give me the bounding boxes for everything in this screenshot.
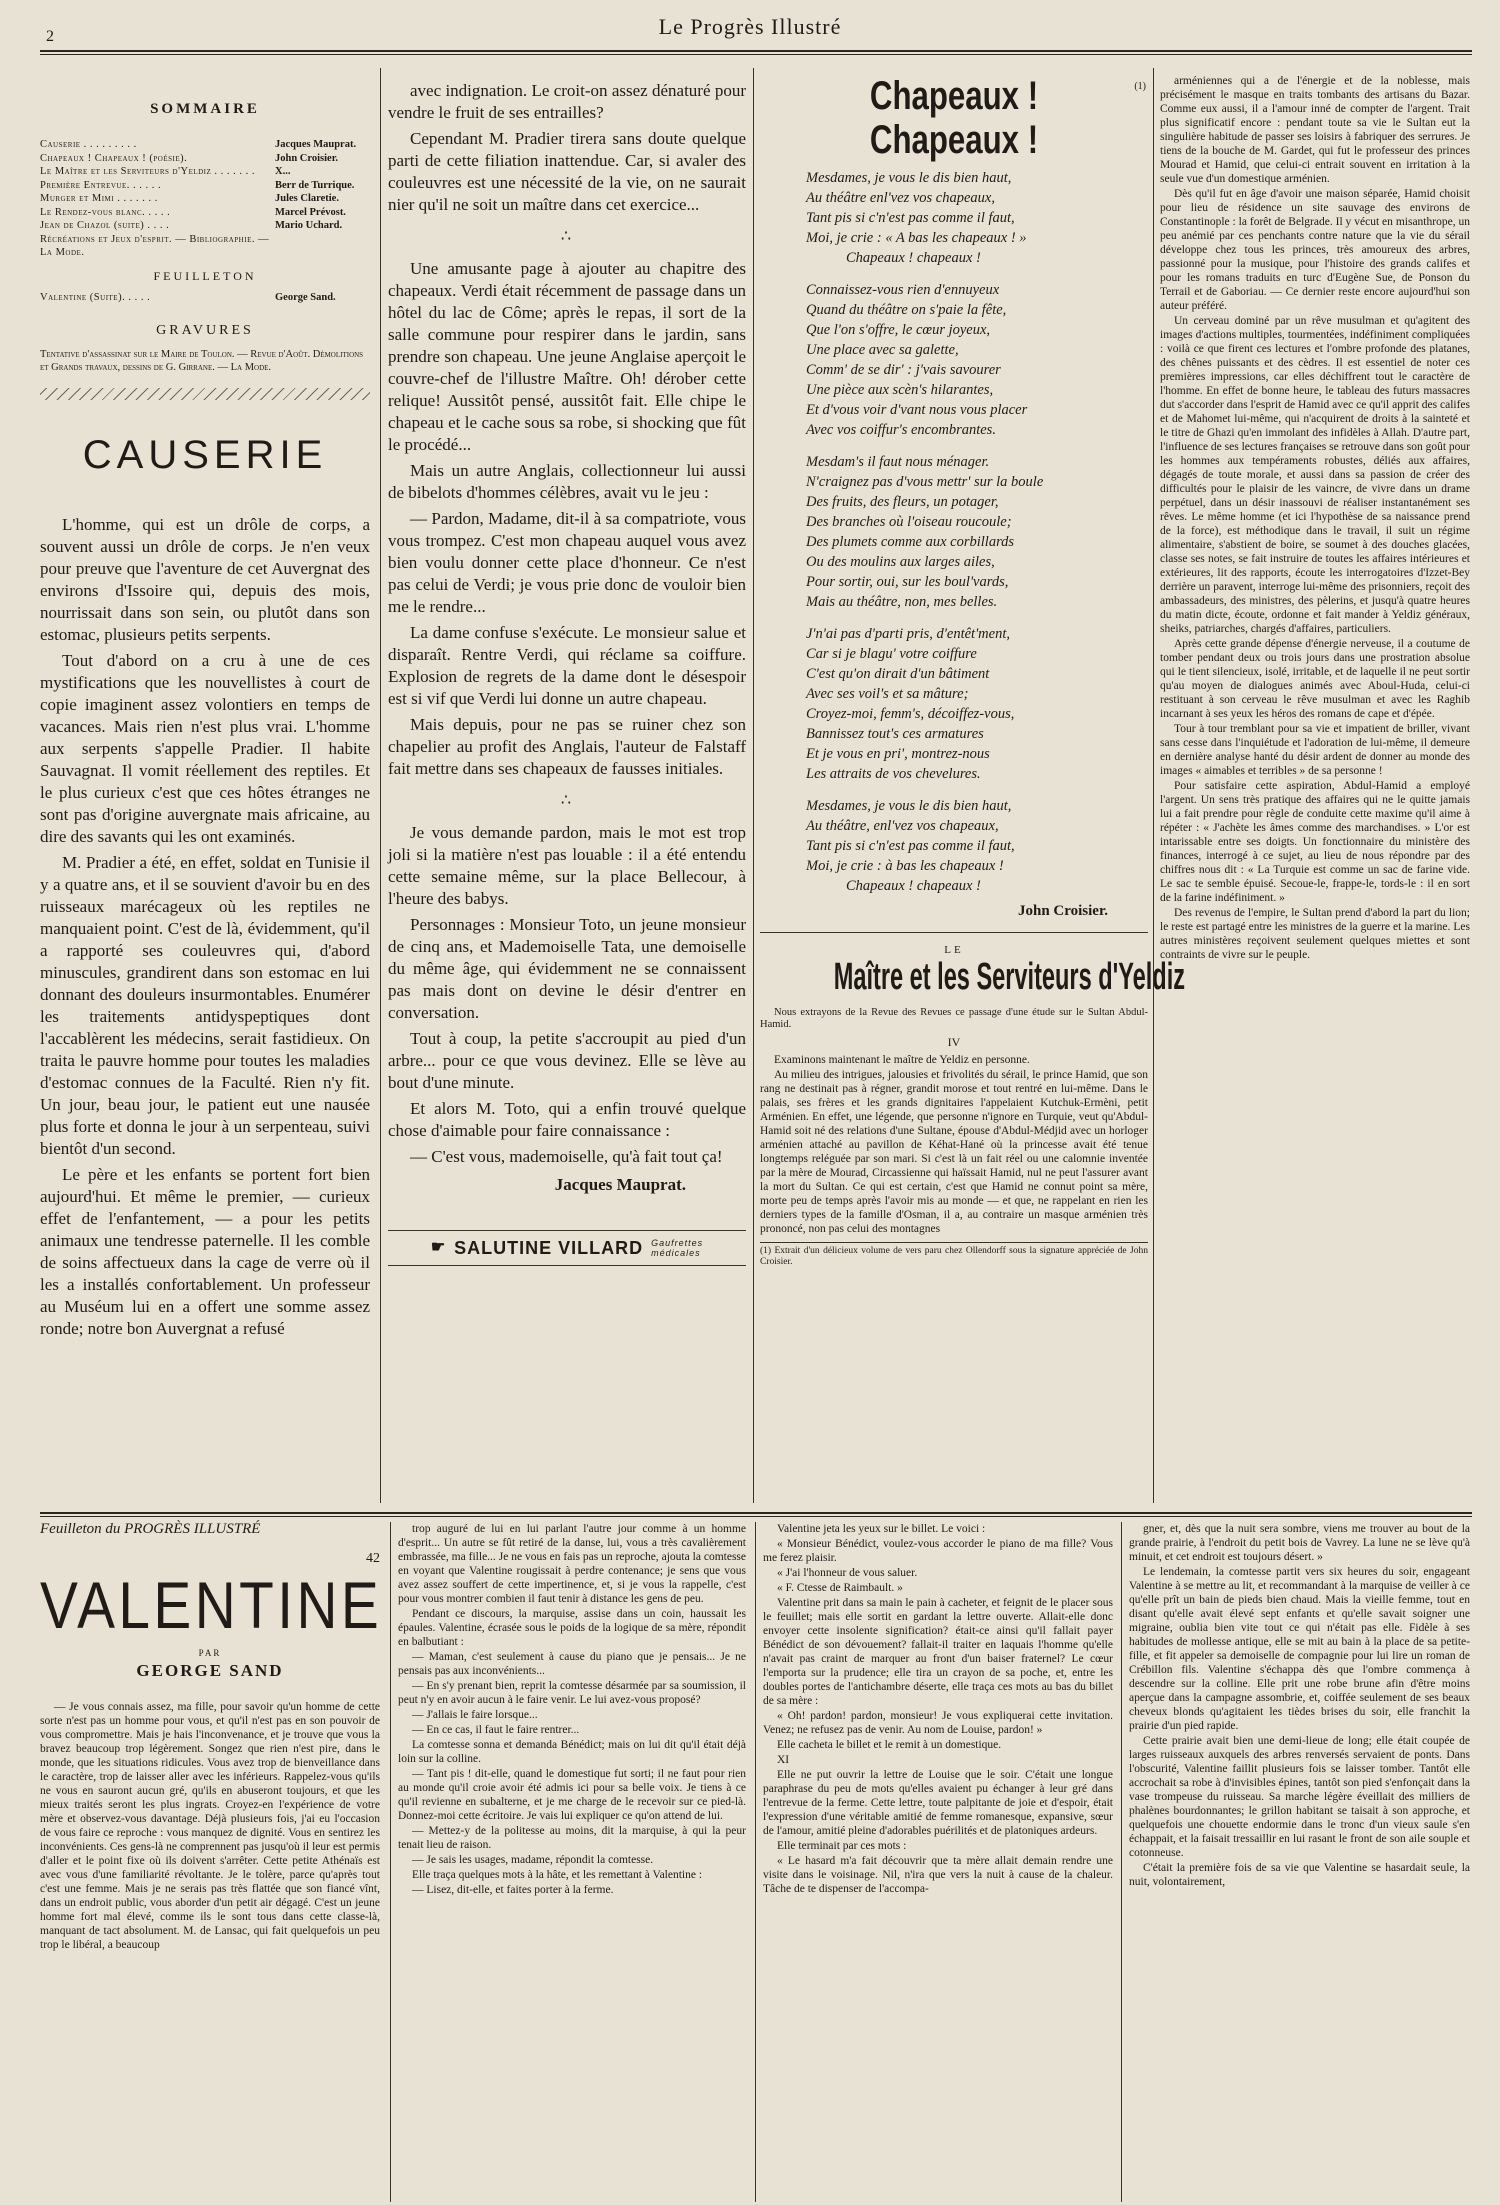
- feuilleton-header: Feuilleton du PROGRÈS ILLUSTRÉ: [40, 1521, 261, 1537]
- paragraph: avec indignation. Le croit-on assez dénaturé pour vendre le fruit de ses entrailles?: [388, 81, 746, 122]
- paragraph: Elle ne put ouvrir la lettre de Louise que le soir. C'était une longue paraphrase du peu de mots qu'elles avaient pu échanger à leur gré dans l'entrevue de la ferme. Cette lettre, toute palpitante de joie et d'espoir, était l'expression d'une véritable amitié de femme romanesque, expansive, sœur de l'amour, amitié pleine d'adorables puérilités et de platoniques ardeurs.: [763, 1769, 1113, 1837]
- column-1: [40, 68, 370, 1508]
- paragraph: « Monsieur Bénédict, voulez-vous accorder le piano de ma fille? Vous me ferez plaisir.: [763, 1538, 1113, 1564]
- sommaire-item-title: Première Entrevue. . . . . .: [40, 179, 162, 191]
- ad-salutine: [388, 1230, 746, 1266]
- sommaire-item-author: Marcel Prévost.: [275, 206, 346, 218]
- paragraph: — J'allais le faire lorsque...: [412, 1709, 538, 1721]
- sommaire-item: [40, 138, 370, 152]
- paragraph: — C'est vous, mademoiselle, qu'à fait tout ça!: [410, 1147, 723, 1166]
- paragraph: Je vous demande pardon, mais le mot est trop joli si la matière n'est pas louable : il a été entendu cette semaine même, sur la place Bellecour, à l'heure des babys.: [388, 823, 746, 908]
- paragraph: trop auguré de lui en lui parlant l'autre jour comme à un homme d'esprit... Un autre se fût retiré de la danse, lui, vous a très cavalièrement embrassée, ma fille... Je ne vous en fais pas un reproche, ajouta la comtesse en voyant que Valentine rougissait à perdre contenance; je sens que vous avez assez souffert de cette impertinence, et, si je vous la rappelle, c'est pour vous montrer combien il faut tenir à distance les gens de peu.: [398, 1523, 746, 1605]
- paragraph: C'était la première fois de sa vie que Valentine se hasardait seule, la nuit, volontairement,: [1129, 1862, 1470, 1888]
- poem-line: Tant pis si c'n'est pas comme il faut,: [806, 210, 1015, 226]
- paragraph: La comtesse sonna et demanda Bénédict; mais on lui dit qu'il était déjà loin sur la colline.: [398, 1739, 746, 1765]
- sommaire-item-title: Récréations et Jeux d'esprit. — Bibliographie. —: [40, 233, 270, 245]
- poem-line: Chapeaux ! chapeaux !: [846, 250, 981, 266]
- paragraph: arméniennes qui a de l'énergie et de la noblesse, mais précisément le masque en traits tombants des artisans du Bazar. Comme eux aussi, il a l'amour inné de compter de l'argent. Trait plus significatif encore : pendant toute sa vie le Sultan eut la singulière habitude de passer ses loisirs à fabriquer des serrures. Je tiens de la bouche de M. Gardet, qui fut le professeur des princes Mourad et Hamid, que celui-ci entrait souvent en irritation à la seule vue d'un domestique arménien.: [1160, 75, 1470, 185]
- sommaire-item-title: Le Maître et les Serviteurs d'Yeldiz . . . . . . .: [40, 166, 256, 177]
- sommaire-item-author: X...: [275, 166, 291, 177]
- footnote: (1) Extrait d'un délicieux volume de vers paru chez Ollendorff sous la signature appréciée de John Croisier.: [760, 1242, 1148, 1268]
- paragraph: Cette prairie avait bien une demi-lieue de long; elle était coupée de larges ruisseaux auxquels des arbres renversés servaient de ponts. Dans l'obscurité, Valentine faillit plusieurs fois se laisser tomber. Tantôt elle accrochait sa robe à d'invisibles épines, tantôt son pied s'enfonçait dans la vase trompeuse du ruisseau. Sa marche légère éveillait des milliers de phalènes bourdonnantes; le grillon habitant se taisait à son approche, et quelquefois une chouette endormie dans le tronc d'un vieux saule s'en échappait, et la faisait tressaillir en lui rasant le front de son aile souple et cotonneuse.: [1129, 1735, 1470, 1859]
- feuilleton-item-author: George Sand.: [275, 291, 336, 303]
- sommaire-item-title: Le Rendez-vous blanc. . . . .: [40, 206, 171, 218]
- column-divider: [390, 1522, 391, 2202]
- paragraph: Le père et les enfants se portent fort bien aujourd'hui. Et même le premier, — curieux effet de l'enfantement, — a pour les petits animaux une tendresse paternelle. Il les comble de soins affectueux dans la cage de verre où il les a installés confortablement. Un professeur au Muséum lui en a offert une somme assez ronde; notre bon Auvergnat a refusé: [40, 1165, 370, 1338]
- sommaire-item: [40, 246, 370, 260]
- poem-signature: John Croisier.: [1017, 903, 1108, 919]
- yeldiz-le: LE: [944, 944, 964, 956]
- sommaire-item-author: John Croisier.: [275, 152, 339, 164]
- paragraph: Un cerveau dominé par un rêve musulman et qu'agitent des images d'actions multiples, tourmentées, indéfiniment compliquées : voilà ce que firent ces lectures et l'ombre profonde des platanes, des chênes puissants et des cèdres. Il est essentiel de noter ces premières impressions, car elles déchiffrent tout le caractère de l'homme. En effet de bonne heure, le tableau des futurs massacres dut s'accorder dans l'esprit de Hamid avec ce qu'il apprit des califes et de Mahomet lui-même, qui n'acquirent de droits à la sainteté et le titre de Ghazi qu'en immolant des infidèles à Allah. D'autre part, l'influence de ses lectures françaises se retrouve dans son goût pour les hommes aux tempéraments robustes, déliés aux affaires, dégagés de toute morale, et aussi dans sa passion de créer des difficultés pour le plaisir de les vaincre, de vivre dans un drame perpétuel, dans un désir inassouvi de réaliser instantanément ses rêves. Le même homme (et ici l'hypothèse de sa naissance prend de la force), est méthodique dans le travail, il suit un régime alimentaire, s'abstient de boire, se soumet à des douches glacées, classe ses notes, se fait instruire de toutes les affaires intérieures et extérieures, lit des rapports, écoute les interrogatoires d'Izzet-Bey derrière un paravent, interroge lui-même des prisonniers, reçoit des ambassadeurs, des ministres, des pèlerins, et jusqu'à quatre heures du matin dicte, écoute, ordonne et fait mander à Yeldiz généraux, sheiks, patriarches, chargés d'affaires, particuliers.: [1160, 315, 1470, 635]
- paragraph: — En ce cas, il faut le faire rentrer...: [412, 1724, 580, 1736]
- poem-line: Bannissez tout's ces armatures: [806, 726, 984, 742]
- poem-line: Ou des moulins aux larges ailes,: [806, 554, 995, 570]
- paragraph: — Maman, c'est seulement à cause du piano que je pensais... Je ne pensais pas aux inconvénients...: [398, 1651, 746, 1677]
- paragraph: — En s'y prenant bien, reprit la comtesse désarmée par sa soumission, il peut n'y en avoir aucun à le faire venir. Le lui avez-vous proposé?: [398, 1680, 746, 1706]
- poem-stanza: [806, 280, 1148, 440]
- feuilleton-col-3: [763, 1522, 1113, 2202]
- sommaire-item-title: Murger et Mimi . . . . . . .: [40, 193, 158, 204]
- paragraph: « Oh! pardon! pardon, monsieur! Je vous expliquerai cette invitation. Venez; ne refusez pas de venir. Au nom de Louise, pardon! »: [763, 1710, 1113, 1736]
- yeldiz-chapter: IV: [947, 1035, 961, 1049]
- poem-stanza: [806, 624, 1148, 784]
- gravures-text: Tentative d'assassinat sur le Maire de Toulon. — Revue d'Août. Démolitions et Grands travaux, dessins de G. Girrane. — La Mode.: [40, 349, 364, 373]
- column-4: [1160, 74, 1470, 1506]
- feuilleton-text-1: [40, 1700, 380, 1952]
- poem-line: Avec vos coiffur's encombrantes.: [806, 422, 996, 438]
- column-2: [388, 80, 746, 1505]
- paragraph: Cependant M. Pradier tirera sans doute quelque parti de cette filiation inattendue. Car, si avaler des couleuvres est une nécessité de la vie, on ne saurait nier qu'il ne soit un maître dans cet exercice...: [388, 129, 746, 214]
- poem-title: Chapeaux ! Chapeaux !: [869, 74, 1039, 162]
- paragraph: Examinons maintenant le maître de Yeldiz en personne.: [774, 1054, 1030, 1066]
- paragraph: Le lendemain, la comtesse partit vers six heures du soir, engageant Valentine à se mettre au lit, et recommandant à la marquise de veiller à ce qu'elle prît un bain de pieds bien chaud. Mais la vieille femme, tout en disant qu'elle avait élevé sept enfants et qu'elle savait soigner une migraine, oublia bien vite tout ce qui n'était pas elle. Fidèle à ses habitudes de mollesse antique, elle se mit au bain à la place de sa petite-fille, et fit appeler sa demoiselle de compagnie pour lui lire un roman de Crébillon fils. Valentine s'échappa dès que l'ombre commença à descendre sur la colline. Elle prit une robe brune afin d'être moins aperçue dans la campagne assombrie, et, coiffée seulement de ses beaux cheveux blonds qu'agitaient les tièdes brises du soir, elle franchit la prairie d'un pied rapide.: [1129, 1566, 1470, 1732]
- page-number: 2: [46, 28, 54, 45]
- paragraph: — Je vous connais assez, ma fille, pour savoir qu'un homme de cette sorte n'est pas un homme pour vous, et qu'il n'est pas en son pouvoir de vous compromettre. Mais je hais l'inconvenance, et je trouve que vous la bravez beaucoup trop légèrement. Songez que rien n'est pire, dans le monde, que les situations ridicules. Vous avez trop de bienveillance dans le caractère, trop de laisser aller avec les inférieurs. Rappelez-vous qu'ils ne vous en sauront aucun gré, qu'ils en abuseront toujours, et que les mieux traités seront les plus ingrats. Croyez-en l'expérience de votre mère et observez-vous davantage. Déjà plusieurs fois, j'ai eu l'occasion de vous faire ce reproche : vous manquez de dignité. Vous en sentirez les inconvénients. Ces gens-là ne comprennent pas jusqu'où il leur est permis d'aller et le point fixe où ils doivent s'arrêter. Cette petite Athénaïs est avec vous d'une familiarité révoltante. Je le tolère, parce qu'après tout c'est une femme. Mais je ne serais pas très flattée que son fiancé vînt, dans un endroit public, vous aborder d'un petit air dégagé. C'est un jeune homme fort mal élevé, comme ils le sont tous dans cette classe-là, manquant de tact absolument. M. de Lansac, qui fait quelquefois un peu trop le libéral, a beaucoup: [40, 1701, 380, 1951]
- ad-brand: SALUTINE VILLARD: [454, 1238, 644, 1258]
- paragraph: Et alors M. Toto, qui a enfin trouvé quelque chose d'aimable pour faire connaissance :: [388, 1099, 746, 1140]
- poem-line: Croyez-moi, femm's, décoiffez-vous,: [806, 706, 1015, 722]
- yeldiz-title: Maître et les Serviteurs d'Yeldiz: [833, 956, 1186, 998]
- poem-line: Chapeaux ! chapeaux !: [846, 878, 981, 894]
- feuilleton-text-4: [1129, 1522, 1470, 1889]
- sommaire-title: SOMMAIRE: [150, 101, 260, 117]
- poem-line: J'n'ai pas d'parti pris, d'entêt'ment,: [806, 626, 1010, 642]
- paragraph: M. Pradier a été, en effet, soldat en Tunisie il y a quatre ans, et il se souvient d'avoir bu en des ruisseaux marécageux où les reptiles ne manquaient point. C'est de là, évidemment, qu'il a rapporté ses couleuvres qui, d'abord minuscules, grandirent dans son estomac en lui donnant des douleurs insurmontables. Enumérer les traitements antidyspeptiques dont l'accablèrent les médecins, serait fastidieux. On traita le pauvre homme pour toutes les maladies d'estomac connues de la Faculté. Rien n'y fit. Un jour, beau jour, le patient eut une nausée plus forte et donna le jour à un serpenteau, suivi bientôt d'un second.: [40, 853, 370, 1158]
- poem-line: Une pièce aux scèn's hilarantes,: [806, 382, 994, 398]
- separator-stars: ∴: [560, 228, 574, 245]
- paragraph: — Lisez, dit-elle, et faites porter à la ferme.: [412, 1884, 614, 1896]
- paragraph: Pendant ce discours, la marquise, assise dans un coin, haussait les épaules. Valentine, écrasée sous le poids de la logique de sa mère, répondit en balbutiant :: [398, 1608, 746, 1648]
- paragraph: Une amusante page à ajouter au chapitre des chapeaux. Verdi était récemment de passage dans un hôtel du lac de Côme; après le repas, il sort de la salle commune pour respirer dans le jardin, sans prendre son chapeau. Une jeune Anglaise aperçoit le couvre-chef de l'illustre Maître. Oh! dérober cette relique! Aussitôt pensé, aussitôt fait. Elle chipe le chapeau et le cache sous sa robe, si shocking que fût le procédé...: [388, 259, 746, 454]
- paragraph: Personnages : Monsieur Toto, un jeune monsieur de cinq ans, et Mademoiselle Tata, une demoiselle du même âge, qui évidemment ne se connaissent pas mais dont on devine le désir d'entrer en conversation.: [388, 915, 746, 1022]
- sommaire-item: [40, 219, 370, 233]
- paragraph: Pour satisfaire cette aspiration, Abdul-Hamid a employé l'argent. Un sens très pratique des affaires qui ne le quitte jamais lui a fait prendre pour règle de conduite cette maxime qu'il aime à répéter : « J'achète les âmes comme des marchandises. » L'or est intarissable entre ses doigts. Un fonctionnaire du ministère des finances, interrogé à ce sujet, au lieu de nous répondre par des chiffres nous dit : « La Turquie est comme un sac de farine vide. Le sac te semble épuisé. Secoue-le, frappe-le, tords-le : il en sort de la farine indéfiniment. »: [1160, 780, 1470, 904]
- paragraph: La dame confuse s'exécute. Le monsieur salue et disparaît. Rentre Verdi, qui réclame sa coiffure. Explosion de regrets de la dame dont le désespoir est si vif que Verdi lui donne un autre chapeau.: [388, 623, 746, 708]
- paragraph: Tout à coup, la petite s'accroupit au pied d'un arbre... pour ce que vous devinez. Elle se lève au bout d'une minute.: [388, 1029, 746, 1092]
- yeldiz-text-col4: [1160, 74, 1470, 962]
- poem-line: Moi, je crie : « A bas les chapeaux ! »: [806, 230, 1027, 246]
- paragraph: Après cette grande dépense d'énergie nerveuse, il a coutume de tomber pendant deux ou trois jours dans une prostration absolue qui le tient silencieux, isolé, irritable, et de laquelle il ne peut sortir qu'au moyen de dialogues animés avec Aboul-Huda, celui-ci restituant à son cerveau le rêve musulman et avec les Raghib incarnant à ses yeux les héros des romans de cape et d'épée.: [1160, 638, 1470, 720]
- feuilleton-col-4: [1129, 1522, 1470, 2202]
- poem-line: Au théâtre enl'vez vos chapeaux,: [806, 190, 995, 206]
- sommaire-list: [40, 138, 370, 260]
- poem-line: Tant pis si c'n'est pas comme il faut,: [806, 838, 1015, 854]
- causerie-text-col2c: [388, 822, 746, 1168]
- causerie-signature: Jacques Mauprat.: [554, 1175, 686, 1194]
- sommaire-item: [40, 152, 370, 166]
- poem-line: Avec ses voil's et sa mâture;: [806, 686, 969, 702]
- poem-line: Les attraits de vos chevelures.: [806, 766, 981, 782]
- poem-stanza: [806, 796, 1148, 896]
- separator-stars: ∴: [560, 792, 574, 809]
- paragraph: — Je sais les usages, madame, répondit la comtesse.: [412, 1854, 654, 1866]
- paragraph: Elle terminait par ces mots :: [777, 1840, 907, 1852]
- poem-stanza: [806, 452, 1148, 612]
- paragraph: — Tant pis ! dit-elle, quand le domestique fut sorti; il ne faut pour rien au monde qu'il croie avoir été admis ici pour sa belle voix. Je tiens à ce qu'il revienne en subalterne, et je me charge de le recevoir sur ce pied-là. Donnez-moi cette écritoire. Je vais lui expliquer ce qu'on attend de lui.: [398, 1768, 746, 1822]
- sommaire-item-title: Causerie . . . . . . . . .: [40, 139, 137, 150]
- feuilleton-author: GEORGE SAND: [136, 1661, 284, 1680]
- sommaire-item: [40, 233, 370, 247]
- causerie-text-col2a: [388, 80, 746, 216]
- paragraph: L'homme, qui est un drôle de corps, a souvent aussi un drôle de corps. Je n'en veux pour preuve que l'aventure de cet Auvergnat des environs d'Issoire qui, depuis des mois, nourrissait dans son sein, ou plutôt dans son estomac, plusieurs petits serpents.: [40, 515, 370, 644]
- top-rule-thin: [40, 54, 1472, 55]
- paragraph: Mais un autre Anglais, collectionneur lui aussi de bibelots d'hommes célèbres, avait vu le jeu :: [388, 461, 746, 502]
- paragraph: « F. Ctesse de Raimbault. »: [777, 1582, 903, 1594]
- causerie-text-col1: [40, 514, 370, 1340]
- poem-line: C'est qu'on dirait d'un bâtiment: [806, 666, 990, 682]
- column-divider: [755, 1522, 756, 2202]
- ad-icon: ☛: [430, 1239, 447, 1256]
- sommaire-item-author: Jules Claretie.: [275, 193, 339, 204]
- feuilleton-item: [40, 291, 370, 305]
- poem-note-mark: (1): [1134, 81, 1146, 92]
- poem-line: Et je vous en pri', montrez-nous: [806, 746, 990, 762]
- sommaire-item-author: Mario Uchard.: [275, 220, 343, 231]
- poem-line: Quand du théâtre on s'paie la fête,: [806, 302, 1007, 318]
- paragraph: Valentine prit dans sa main le pain à cacheter, et feignit de le placer sous le feuillet; mais elle sortit en gardant la lettre ouverte. Allait-elle donc envoyer cette insolente signification? était-ce ainsi qu'il fallait payer Bénédict de son dévouement? fallait-il traiter en laquais l'homme qu'elle n'avait pas craint de marquer au front d'un baiser fraternel? Le cœur l'emporta sur la prudence; elle tira un crayon de sa poche, et, entre les doubles portes de l'antichambre déserte, elle traça ces mots au bas du billet de sa mère :: [763, 1597, 1113, 1707]
- paragraph: Tour à tour tremblant pour sa vie et impatient de briller, vivant sans cesse dans l'inquiétude et l'adoration de lui-même, il demeure en dernière analyse hanté du désir ardent de donner au monde des images « aimables et terribles » de sa personne !: [1160, 723, 1470, 777]
- sommaire-item: [40, 192, 370, 206]
- feuilleton-col-2: [398, 1522, 746, 2202]
- paragraph: — Pardon, Madame, dit-il à sa compatriote, vous vous trompez. C'est mon chapeau auquel vous avez bien voulu donner cette place d'honneur. Ce n'est pas celui de Verdi; je vous prie donc de vouloir bien me le rendre...: [388, 509, 746, 616]
- poem-line: Et d'vous voir d'vant nous vous placer: [806, 402, 1028, 418]
- feuilleton-label: FEUILLETON: [153, 268, 257, 283]
- paragraph: Elle traça quelques mots à la hâte, et les remettant à Valentine :: [412, 1869, 703, 1881]
- paragraph: « Le hasard m'a fait découvrir que ta mère allait demain rendre une visite dans le voisinage. Nil, n'ira que vers la nuit à cause de la chaleur. Tâche de te dispenser de l'accompa-: [763, 1855, 1113, 1895]
- sommaire-item: [40, 165, 370, 179]
- sommaire-item: [40, 179, 370, 193]
- paragraph: XI: [777, 1754, 790, 1766]
- poem-body: [760, 168, 1148, 896]
- poem-line: Comm' de se dir' : j'vais savourer: [806, 362, 1001, 378]
- poem-line: Pour sortir, oui, sur les boul'vards,: [806, 574, 1009, 590]
- yeldiz-text-col3: [760, 1053, 1148, 1236]
- paragraph: Mais depuis, pour ne pas se ruiner chez son chapelier au profit des Anglais, l'auteur de Falstaff fait mettre dans ses chapeaux de fausses initiales.: [388, 715, 746, 778]
- column-divider: [1153, 68, 1154, 1503]
- poem-line: Des plumets comme aux corbillards: [806, 534, 1015, 550]
- causerie-text-col2b: [388, 258, 746, 780]
- paragraph: Elle cacheta le billet et le remit à un domestique.: [777, 1739, 1002, 1751]
- feuilleton-rule-thin: [40, 1516, 1472, 1517]
- poem-line: Connaissez-vous rien d'ennuyeux: [806, 282, 1000, 298]
- sommaire-item: [40, 206, 370, 220]
- paragraph: Valentine jeta les yeux sur le billet. Le voici :: [777, 1523, 986, 1535]
- poem-line: Mesdam's il faut nous ménager.: [806, 454, 990, 470]
- feuilleton-text-3: [763, 1522, 1113, 1896]
- masthead: Le Progrès Illustré: [658, 14, 842, 39]
- feuilleton-col-1: [40, 1521, 383, 2202]
- poem-line: Que l'on s'offre, le cœur joyeux,: [806, 322, 991, 338]
- feuilleton-par: PAR: [198, 1648, 222, 1658]
- poem-line: Des branches où l'oiseau roucoule;: [806, 514, 1012, 530]
- poem-line: Moi, je crie : à bas les chapeaux !: [806, 858, 1004, 874]
- feuilleton-title: VALENTINE: [40, 1568, 383, 1642]
- feuilleton-rule: [40, 1512, 1472, 1514]
- sommaire-item-author: Jacques Mauprat.: [275, 139, 357, 150]
- column-divider: [380, 68, 381, 1503]
- sommaire-item-title: Jean de Chazol (suite) . . . .: [40, 220, 170, 231]
- poem-stanza: [806, 168, 1148, 268]
- feuilleton-item-title: Valentine (Suite). . . . .: [40, 291, 151, 303]
- column-3: [760, 74, 1186, 1506]
- divider: [760, 932, 1148, 933]
- paragraph: gner, et, dès que la nuit sera sombre, viens me trouver au bout de la grande prairie, à l'endroit du petit bois de Vavrey. La lune ne se lève qu'à minuit, et cet endroit est toujours désert. »: [1129, 1523, 1470, 1563]
- poem-line: Mesdames, je vous le dis bien haut,: [806, 798, 1012, 814]
- paragraph: — Mettez-y de la politesse au moins, dit la marquise, à qui la peur tenait lieu de raison.: [398, 1825, 746, 1851]
- sommaire-item-title: La Mode.: [40, 247, 85, 258]
- ad-sub: Gaufrettes médicales: [651, 1238, 704, 1258]
- yeldiz-intro: Nous extrayons de la Revue des Revues ce passage d'une étude sur le Sultan Abdul-Hamid.: [760, 1007, 1148, 1030]
- poem-line: N'craignez pas d'vous mettr' sur la boule: [806, 474, 1044, 490]
- poem-title-wrap: [760, 74, 1148, 162]
- top-rule: [40, 50, 1472, 52]
- paragraph: Dès qu'il fut en âge d'avoir une maison séparée, Hamid choisit pour lieu de résidence un site sauvage des environs de Constantinople : la forêt de Belgrade. Il y vécut en misanthrope, un peu anémié par ces penchants contre nature que la vie du sérail développe chez tous les princes, très amoureux des arbres, passionné pour la musique, pour l'histoire des grands califes et pour les romans traduits en turc d'Eugène Sue, de Ponson du Terrail et de Gaboriau. — Ce dernier reste encore aujourd'hui son auteur préféré.: [1160, 188, 1470, 312]
- causerie-title: CAUSERIE: [82, 433, 328, 477]
- sommaire-item-title: Chapeaux ! Chapeaux ! (poésie).: [40, 152, 188, 164]
- feuilleton-text-2: [398, 1522, 746, 1897]
- poem-line: Mais au théâtre, non, mes belles.: [806, 594, 998, 610]
- poem-line: Une place avec sa galette,: [806, 342, 959, 358]
- sommaire-item-author: Berr de Turrique.: [275, 179, 355, 191]
- gravures-title: GRAVURES: [156, 323, 254, 338]
- column-divider: [1121, 1522, 1122, 2202]
- paragraph: Des revenus de l'empire, le Sultan prend d'abord la part du lion; le reste est partagé entre les ministres de la guerre et la marine. Les autres ministères reçoivent seulement quelques miettes et sont contraints de vivre sur le peuple.: [1160, 907, 1470, 961]
- feuilleton-number: 42: [366, 1551, 380, 1566]
- paragraph: Tout d'abord on a cru à une de ces mystifications que les nouvellistes à court de copie imaginent assez volontiers en temps de vacances. Mais rien n'est plus vrai. L'homme aux serpents s'appelle Pradier. Il habite Sauvagnat. Il vomit réellement des reptiles. Et le plus curieux c'est que ces hôtes étranges ne sont pas d'origine auvergnate mais africaine, au dire des savants qui les ont examinés.: [40, 651, 370, 846]
- paragraph: « J'ai l'honneur de vous saluer.: [777, 1567, 918, 1579]
- paragraph: Au milieu des intrigues, jalousies et frivolités du sérail, le prince Hamid, que son rang ne destinait pas à régner, grandit morose et tout rentré en lui-même. Dans le palais, ses frères et les grands dignitaires l'appelaient Kutchuk-Ermèni, petit Arménien. En effet, une légende, que personne n'ignore en Turquie, veut qu'Abdul-Hamid soit né des relations d'une Sultane, épouse d'Abdul-Médjid avec un horloger arménien attaché au pavillon de Kéhat-Hané où la princesse avait été tenue longtemps reléguée par son mari. Si c'est là un fait réel ou une calomnie inventée par la mère de Mourad, Circassienne qui haïssait Hamid, nul ne peut l'assurer avant la mort du Sultan. Ce qui est certain, c'est que Hamid ne connut point sa mère, morte peu de temps après l'avoir mis au monde — et que, ne rappelant en rien les derniers types de la famille d'Osman, il a, au contraire un masque arménien très prononcé, non pas celui des montagnes: [760, 1069, 1148, 1235]
- ornament-divider: [40, 388, 370, 400]
- column-divider: [753, 68, 754, 1503]
- poem-line: Des fruits, des fleurs, un potager,: [806, 494, 999, 510]
- poem-line: Au théâtre, enl'vez vos chapeaux,: [806, 818, 999, 834]
- poem-line: Car si je blagu' votre coiffure: [806, 646, 977, 662]
- poem-line: Mesdames, je vous le dis bien haut,: [806, 170, 1012, 186]
